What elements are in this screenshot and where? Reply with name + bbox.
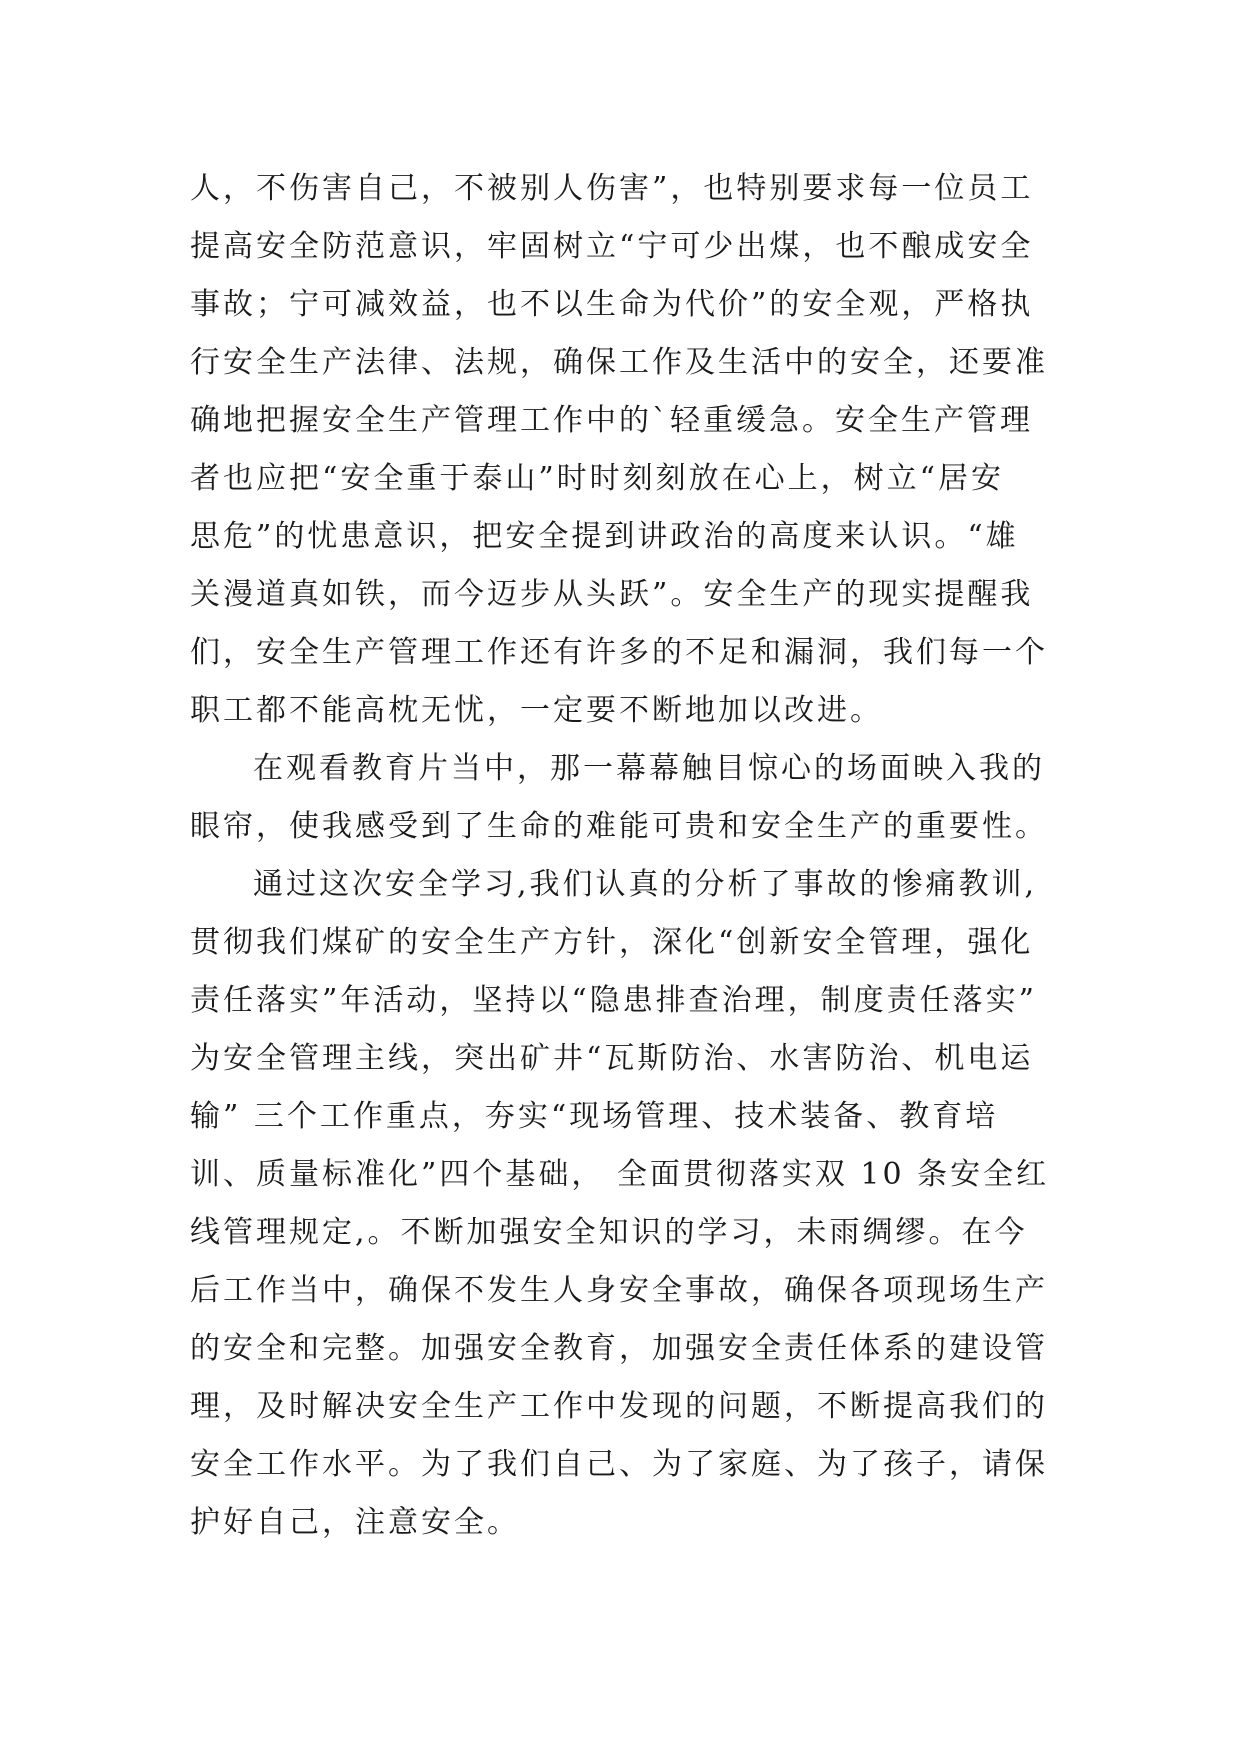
text-line: 职工都不能高枕无忧，一定要不断地加以改进。: [190, 693, 883, 728]
text-line: 线管理规定,。不断加强安全知识的学习，未雨绸缪。在今: [190, 1215, 1028, 1250]
text-line: 确地把握安全生产管理工作中的`轻重缓急。安全生产管理: [190, 403, 1033, 438]
text-line: 责任落实”年活动，坚持以“隐患排查治理，制度责任落实”: [190, 983, 1038, 1018]
text-line: 事故；宁可减效益，也不以生命为代价”的安全观，严格执: [190, 287, 1034, 322]
text-line: 关漫道真如铁，而今迈步从头跃”。安全生产的现实提醒我: [190, 577, 1034, 612]
text-line: 者也应把“安全重于泰山”时时刻刻放在心上，树立“居安: [190, 461, 1005, 496]
text-line: 思危”的忧患意识，把安全提到讲政治的高度来认识。“雄: [190, 519, 1019, 554]
body-text: [190, 160, 1070, 1552]
text-line: 理，及时解决安全生产工作中发现的问题，不断提高我们的: [190, 1389, 1048, 1424]
text-line: 训、质量标准化”四个基础， 全面贯彻落实双 10 条安全红: [190, 1157, 1050, 1192]
text-line: 护好自己，注意安全。: [190, 1505, 520, 1540]
text-line: 提高安全防范意识，牢固树立“宁可少出煤，也不酿成安全: [190, 229, 1034, 264]
text-line: 行安全生产法律、法规，确保工作及生活中的安全，还要准: [190, 345, 1048, 380]
paragraph-first-line: 在观看教育片当中，那一幕幕触目惊心的场面映入我的: [253, 751, 1045, 786]
paragraph-first-line: 通过这次安全学习,我们认真的分析了事故的惨痛教训,: [253, 867, 1038, 902]
text-line: 安全工作水平。为了我们自己、为了家庭、为了孩子，请保: [190, 1447, 1048, 1482]
text-line: 眼帘，使我感受到了生命的难能可贵和安全生产的重要性。: [190, 809, 1048, 844]
text-line: 贯彻我们煤矿的安全生产方针，深化“创新安全管理，强化: [190, 925, 1034, 960]
text-line: 的安全和完整。加强安全教育，加强安全责任体系的建设管: [190, 1331, 1048, 1366]
text-line: 人，不伤害自己，不被别人伤害”，也特别要求每一位员工: [190, 171, 1034, 206]
text-line: 们，安全生产管理工作还有许多的不足和漏洞，我们每一个: [190, 635, 1048, 670]
text-line: 输” 三个工作重点，夯实“现场管理、技术装备、教育培: [190, 1099, 999, 1134]
text-line: 后工作当中，确保不发生人身安全事故，确保各项现场生产: [190, 1273, 1048, 1308]
text-line: 为安全管理主线，突出矿井“瓦斯防治、水害防治、机电运: [190, 1041, 1034, 1076]
